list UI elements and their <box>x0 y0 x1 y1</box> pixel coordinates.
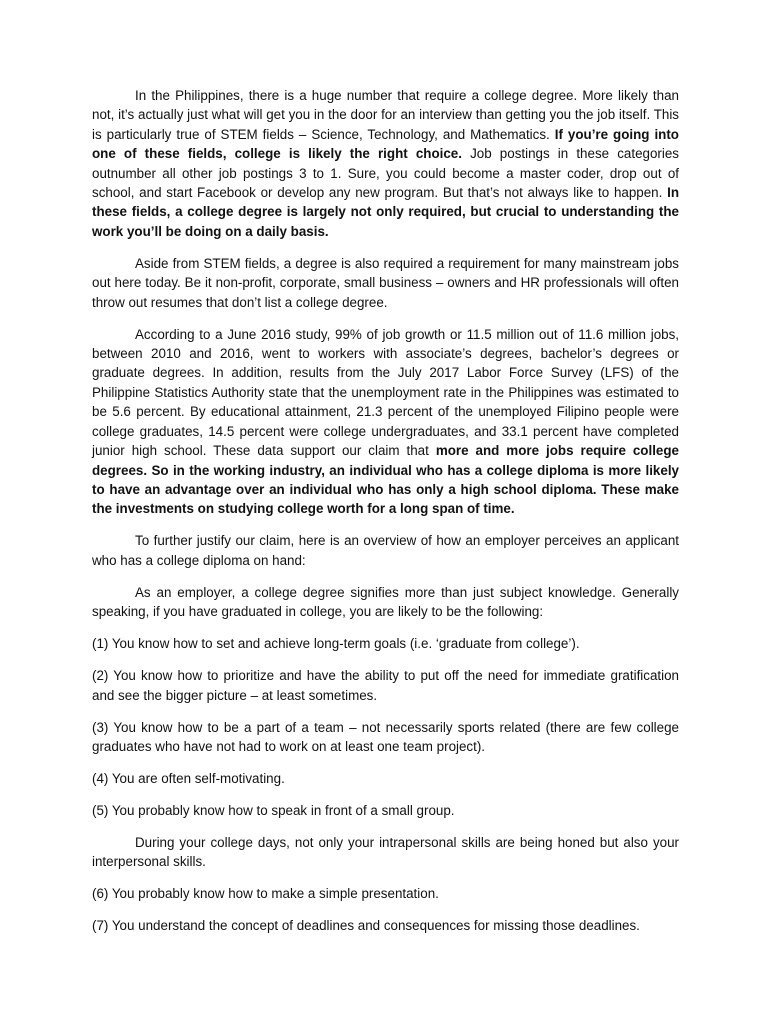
paragraph <box>92 531 679 570</box>
text-run: (6) You probably know how to make a simple presentation. <box>92 886 439 902</box>
text-run: (4) You are often self-motivating. <box>92 770 285 786</box>
text-run: As an employer, a college degree signifies more than just subject knowledge. Generally speaking, if you have graduated in college, you are likely to be the following: <box>92 584 679 620</box>
paragraph <box>92 916 679 935</box>
paragraph <box>92 833 679 872</box>
text-run: In the Philippines, there is a huge number that require a college degree. More likely than not, it’s actually just what will get you in the door for an interview than getting you the job itself. This is particularly true of STEM fields – Science, Technology, and Mathematics. <box>92 88 679 142</box>
paragraph <box>92 86 679 241</box>
paragraph <box>92 583 679 622</box>
text-run: (2) You know how to prioritize and have the ability to put off the need for immediate gratification and see the bigger picture – at least sometimes. <box>92 668 679 703</box>
paragraph <box>92 769 679 788</box>
text-run: (1) You know how to set and achieve long-term goals (i.e. ‘graduate from college’). <box>92 636 580 652</box>
text-run: (3) You know how to be a part of a team – not necessarily sports related (there are few college graduates who have not had to work on at least one team project). <box>92 719 679 754</box>
text-run: According to a June 2016 study, 99% of job growth or 11.5 million out of 11.6 million jobs, between 2010 and 2016, went to workers with associate’s degrees, bachelor’s degrees or graduate degrees. In addition, results from the July 2017 Labor Force Survey (LFS) of the Philippine Statistics Authority state that the unemployment rate in the Philippines was estimated to be 5.6 percent. By educational attainment, 21.3 percent of the unemployed Filipino people were college graduates, 14.5 percent were college undergraduates, and 33.1 percent have completed junior high school. These data support our claim that <box>92 326 679 459</box>
text-run: (5) You probably know how to speak in front of a small group. <box>92 802 455 818</box>
bold-text-run: In these fields, a college degree is largely not only required, but crucial to understanding the work you’ll be doing on a daily basis. <box>92 185 679 239</box>
document-page <box>92 86 679 948</box>
text-run: Job postings in these categories outnumber all other job postings 3 to 1. Sure, you could become a master coder, drop out of school, and start Facebook or develop any new program. But that’s not always like to happen. <box>92 146 679 201</box>
bold-text-run: If you’re going into one of these fields, college is likely the right choice. <box>92 126 679 162</box>
bold-text-run: more and more jobs require college degrees. So in the working industry, an individual who has a college diploma is more likely to have an advantage over an individual who has only a high school diploma. These make the investments on studying college worth for a long span of time. <box>92 443 679 517</box>
paragraph <box>92 634 679 653</box>
paragraph <box>92 325 679 519</box>
text-run: During your college days, not only your intrapersonal skills are being honed but also your interpersonal skills. <box>92 834 679 870</box>
paragraph <box>92 884 679 903</box>
text-run: To further justify our claim, here is an overview of how an employer perceives an applicant who has a college diploma on hand: <box>92 533 679 568</box>
paragraph <box>92 666 679 705</box>
paragraph <box>92 801 679 820</box>
paragraph <box>92 254 679 312</box>
text-run: (7) You understand the concept of deadlines and consequences for missing those deadlines. <box>92 918 640 934</box>
text-run: Aside from STEM fields, a degree is also required a requirement for many mainstream jobs out here today. Be it non-profit, corporate, small business – owners and HR professionals will often throw out resumes that don’t list a college degree. <box>92 255 679 310</box>
paragraph <box>92 718 679 757</box>
